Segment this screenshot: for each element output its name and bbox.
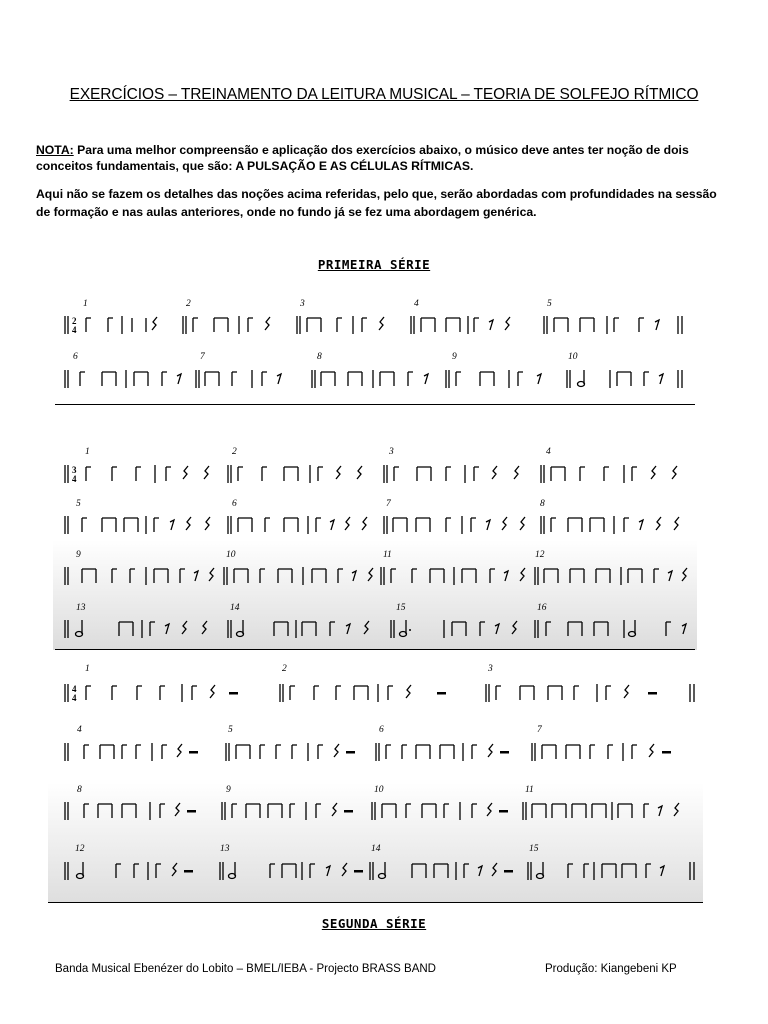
time-signature-bottom: 4 bbox=[72, 474, 77, 484]
exercise-number: 1 bbox=[85, 447, 90, 457]
exercise-number: 3 bbox=[300, 299, 305, 309]
rhythm-staff bbox=[62, 563, 692, 589]
second-series-heading: SEGUNDA SÉRIE bbox=[321, 916, 427, 931]
exercise-number: 10 bbox=[568, 352, 578, 362]
section-divider bbox=[55, 404, 695, 405]
exercise-number: 8 bbox=[77, 785, 82, 795]
exercise-number: 16 bbox=[537, 603, 547, 613]
exercise-number: 4 bbox=[414, 299, 419, 309]
exercise-number: 8 bbox=[317, 352, 322, 362]
exercise-number: 7 bbox=[537, 725, 542, 735]
intro-paragraph: Aqui não se fazem os detalhes das noções acima referidas, pelo que, serão abordadas com profundidades na sessão de formação e nas aulas anteriores, onde no fundo já se fez uma abordagem genérica. bbox=[36, 187, 717, 219]
rhythm-staff bbox=[62, 798, 702, 824]
section-divider bbox=[55, 649, 695, 650]
exercise-number: 14 bbox=[230, 603, 240, 613]
exercise-number: 7 bbox=[386, 499, 391, 509]
footer-right: Produção: Kiangebeni KP bbox=[545, 963, 677, 975]
exercise-number: 2 bbox=[282, 664, 287, 674]
exercise-number: 6 bbox=[379, 725, 384, 735]
exercise-number: 1 bbox=[83, 299, 88, 309]
exercise-number: 9 bbox=[452, 352, 457, 362]
exercise-number: 5 bbox=[547, 299, 552, 309]
rhythm-staff bbox=[62, 312, 692, 338]
exercise-number: 6 bbox=[232, 499, 237, 509]
note-label: NOTA: bbox=[36, 143, 74, 157]
exercise-number: 5 bbox=[76, 499, 81, 509]
rhythm-staff bbox=[62, 366, 692, 392]
exercise-number: 15 bbox=[529, 844, 539, 854]
rhythm-staff bbox=[62, 858, 702, 884]
exercise-number: 10 bbox=[374, 785, 384, 795]
exercise-number: 12 bbox=[75, 844, 85, 854]
section-divider bbox=[48, 902, 703, 903]
exercise-number: 15 bbox=[396, 603, 406, 613]
exercise-number: 5 bbox=[228, 725, 233, 735]
time-signature-bottom: 4 bbox=[72, 325, 77, 335]
first-series-heading: PRIMEIRA SÉRIE bbox=[317, 257, 431, 272]
exercise-number: 9 bbox=[226, 785, 231, 795]
rhythm-staff bbox=[62, 461, 692, 487]
rhythm-staff bbox=[62, 512, 692, 538]
exercise-number: 2 bbox=[186, 299, 191, 309]
note-paragraph bbox=[36, 142, 726, 174]
time-signature-bottom: 4 bbox=[72, 693, 77, 703]
exercise-number: 6 bbox=[73, 352, 78, 362]
exercise-number: 4 bbox=[546, 447, 551, 457]
time-signature-top: 4 bbox=[72, 684, 77, 694]
rhythm-staff bbox=[62, 739, 702, 765]
exercise-number: 7 bbox=[200, 352, 205, 362]
exercise-number: 11 bbox=[383, 550, 392, 560]
exercise-number: 1 bbox=[85, 664, 90, 674]
exercise-number: 2 bbox=[232, 447, 237, 457]
exercise-number: 14 bbox=[371, 844, 381, 854]
exercise-number: 3 bbox=[389, 447, 394, 457]
time-signature-top: 2 bbox=[72, 316, 77, 326]
exercise-number: 13 bbox=[76, 603, 86, 613]
exercise-number: 4 bbox=[77, 725, 82, 735]
exercise-number: 3 bbox=[488, 664, 493, 674]
exercise-number: 8 bbox=[540, 499, 545, 509]
rhythm-staff bbox=[62, 616, 692, 642]
exercise-number: 10 bbox=[226, 550, 236, 560]
rhythm-staff bbox=[62, 680, 702, 706]
note-text: Para uma melhor compreensão e aplicação dos exercícios abaixo, o músico deve antes ter noção de dois conceitos fundamentais, que são: A PULSAÇÃO E AS CÉLULAS RÍTMICAS. bbox=[36, 143, 689, 173]
time-signature-top: 3 bbox=[72, 465, 77, 475]
exercise-number: 12 bbox=[535, 550, 545, 560]
exercise-number: 13 bbox=[220, 844, 230, 854]
exercise-number: 9 bbox=[76, 550, 81, 560]
exercise-number: 11 bbox=[525, 785, 534, 795]
footer-left: Banda Musical Ebenézer do Lobito – BMEL/IEBA - Projecto BRASS BAND bbox=[55, 963, 436, 975]
page-title: EXERCÍCIOS – TREINAMENTO DA LEITURA MUSICAL – TEORIA DE SOLFEJO RÍTMICO bbox=[69, 86, 699, 103]
